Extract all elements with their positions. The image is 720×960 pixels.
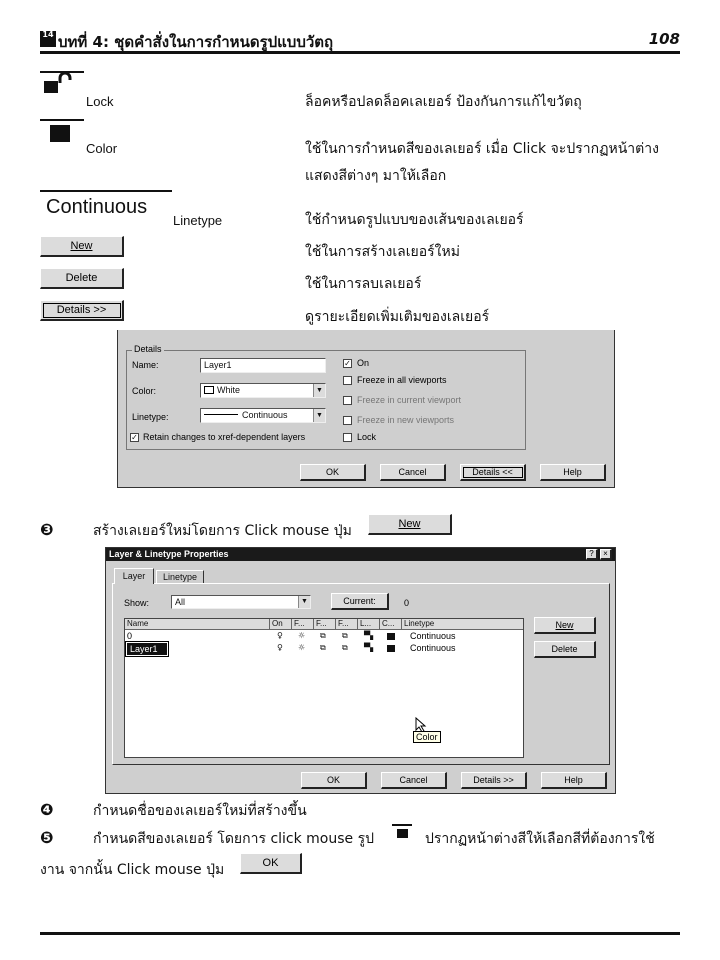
step3-text: สร้างเลเยอร์ใหม่โดยการ Click mouse ปุ่ม [93, 523, 352, 539]
lock-checkbox-label: Lock [357, 432, 377, 442]
details-dialog [117, 330, 615, 488]
page-number: 108 [648, 30, 680, 48]
freeze-new-icon[interactable]: ⧉ [342, 643, 348, 652]
details-description: ดูรายะเอียดเพิ่มเติมของเลเยอร์ [305, 309, 490, 325]
lock-label: Lock [86, 94, 114, 109]
layer-properties-dialog [105, 547, 616, 794]
dialog-new-button[interactable]: New [534, 617, 596, 634]
legend-details-button[interactable]: Details >> [40, 300, 124, 321]
color-description-line2: แสดงสีต่างๆ มาให้เลือก [305, 168, 447, 184]
retain-checkbox[interactable]: ✓ [131, 433, 138, 442]
on-label: On [357, 358, 370, 368]
current-button[interactable]: Current: [331, 593, 389, 610]
color-swatch-icon [50, 125, 70, 142]
details-group-title: Details [134, 344, 162, 354]
step3-number: ❸ [40, 520, 54, 539]
bulb-icon[interactable]: ♀ [277, 643, 283, 652]
dialog-delete-button[interactable]: Delete [534, 641, 596, 658]
show-label: Show: [124, 598, 150, 608]
tab-linetype[interactable]: Linetype [156, 570, 204, 584]
show-dropdown[interactable]: All ▼ [171, 595, 311, 609]
column-color[interactable]: C... [380, 619, 402, 630]
table-row[interactable] [125, 643, 523, 656]
linetype-label: Linetype [173, 213, 223, 228]
details-cancel-button[interactable]: Cancel [380, 464, 446, 481]
details-help-button[interactable]: Help [540, 464, 606, 481]
details-ok-button[interactable]: OK [300, 464, 366, 481]
step5-text-line1: กำหนดสีของเลเยอร์ โดยการ click mouse รูป [93, 831, 375, 847]
bulb-icon[interactable]: ♀ [277, 631, 283, 640]
lock-checkbox[interactable] [343, 433, 352, 442]
dialog-details-button[interactable]: Details >> [461, 772, 527, 789]
freeze-current-icon[interactable]: ⧉ [320, 643, 326, 652]
step5-rule [392, 824, 412, 826]
freeze-new-checkbox[interactable] [343, 416, 352, 425]
sun-icon[interactable]: ☼ [298, 643, 306, 652]
step4-number: ❹ [40, 800, 54, 819]
column-lock[interactable]: L... [358, 619, 380, 630]
color-field-label: Color: [132, 386, 157, 396]
on-checkbox[interactable]: ✓ [344, 359, 351, 368]
step4-text: กำหนดชื่อของเลเยอร์ใหม่ที่สร้างขึ้น [93, 803, 307, 819]
new-description: ใช้ในการสร้างเลเยอร์ใหม่ [305, 244, 460, 260]
layer-name: 0 [127, 631, 133, 641]
column-freeze-new[interactable]: F... [336, 619, 358, 630]
lock-icon [42, 73, 72, 95]
tab-layer[interactable]: Layer [114, 568, 154, 584]
step5-text-line2: งาน จากนั้น Click mouse ปุ่ม [40, 862, 225, 878]
sun-icon[interactable]: ☼ [298, 631, 306, 640]
name-field[interactable]: Layer1 [200, 358, 326, 373]
layer-name-edit-field[interactable]: Layer1 [127, 643, 167, 655]
chapter-icon: 14 [40, 31, 56, 47]
color-dropdown[interactable]: White ▼ [200, 383, 326, 398]
freeze-new-icon[interactable]: ⧉ [342, 631, 348, 640]
chevron-down-icon[interactable]: ▼ [313, 384, 325, 397]
column-freeze-all[interactable]: F... [292, 619, 314, 630]
column-freeze-current[interactable]: F... [314, 619, 336, 630]
dialog-help-button[interactable]: Help [541, 772, 607, 789]
name-label: Name: [132, 360, 159, 370]
freeze-all-checkbox[interactable] [343, 376, 352, 385]
step5-text-line1b: ปรากฏหน้าต่างสีให้เลือกสีที่ต้องการใช้ [425, 831, 655, 847]
linetype-description: ใช้กำหนดรูปแบบของเส้นของเลเยอร์ [305, 212, 524, 228]
unlock-icon[interactable]: ▀▖ [364, 631, 377, 640]
delete-description: ใช้ในการลบเลเยอร์ [305, 276, 422, 292]
layer-linetype[interactable]: Continuous [410, 631, 456, 641]
dialog-ok-button[interactable]: OK [301, 772, 367, 789]
help-icon[interactable]: ? [586, 549, 598, 560]
legend-new-button[interactable]: New [40, 236, 124, 257]
footer-rule [40, 932, 680, 935]
linetype-sample: Continuous [46, 196, 148, 218]
close-icon[interactable]: × [600, 549, 612, 560]
current-layer-value: 0 [404, 598, 410, 608]
unlock-icon[interactable]: ▀▖ [364, 643, 377, 652]
chevron-down-icon[interactable]: ▼ [298, 596, 310, 608]
column-linetype[interactable]: Linetype [402, 619, 524, 630]
linetype-legend-rule [40, 190, 172, 192]
color-swatch-icon[interactable] [387, 633, 395, 640]
freeze-all-label: Freeze in all viewports [357, 375, 447, 385]
color-label: Color [86, 141, 118, 156]
step5-ok-button[interactable]: OK [240, 853, 302, 874]
column-on[interactable]: On [270, 619, 292, 630]
line-sample-icon [204, 414, 238, 415]
freeze-current-label: Freeze in current viewport [357, 395, 462, 405]
linetype-field-label: Linetype: [132, 412, 169, 422]
color-description-line1: ใช้ในการกำหนดสีของเลเยอร์ เมื่อ Click จะปรากฏหน้าต่าง [305, 141, 659, 157]
color-legend-rule [40, 119, 84, 121]
chapter-title: บทที่ 4: ชุดคำสั่งในการกำหนดรูปแบบวัตถุ [58, 33, 334, 51]
freeze-current-checkbox[interactable] [343, 396, 352, 405]
chevron-down-icon[interactable]: ▼ [313, 409, 325, 422]
lock-description: ล็อคหรือปลดล็อคเลเยอร์ ป้องกันการแก้ไขวัตถุ [305, 94, 582, 110]
layer-list[interactable] [124, 618, 524, 758]
linetype-dropdown[interactable]: Continuous ▼ [200, 408, 326, 423]
details-collapse-button[interactable]: Details << [460, 464, 526, 481]
color-mini-swatch-icon [204, 386, 214, 394]
color-swatch-icon[interactable] [387, 645, 395, 652]
step5-number: ❺ [40, 828, 54, 847]
dialog-cancel-button[interactable]: Cancel [381, 772, 447, 789]
column-name[interactable]: Name [125, 619, 270, 630]
step5-color-swatch-icon [397, 829, 408, 838]
table-row[interactable] [125, 631, 523, 643]
legend-delete-button[interactable]: Delete [40, 268, 124, 289]
color-tooltip: Color [413, 731, 441, 743]
retain-label: Retain changes to xref-dependent layers [143, 432, 306, 442]
dialog-title-bar: Layer & Linetype Properties [106, 548, 615, 561]
step3-new-button[interactable]: New [368, 514, 452, 535]
header-rule [40, 51, 680, 54]
freeze-new-label: Freeze in new viewports [357, 415, 455, 425]
freeze-current-icon[interactable]: ⧉ [320, 631, 326, 640]
layer-linetype[interactable]: Continuous [410, 643, 456, 653]
